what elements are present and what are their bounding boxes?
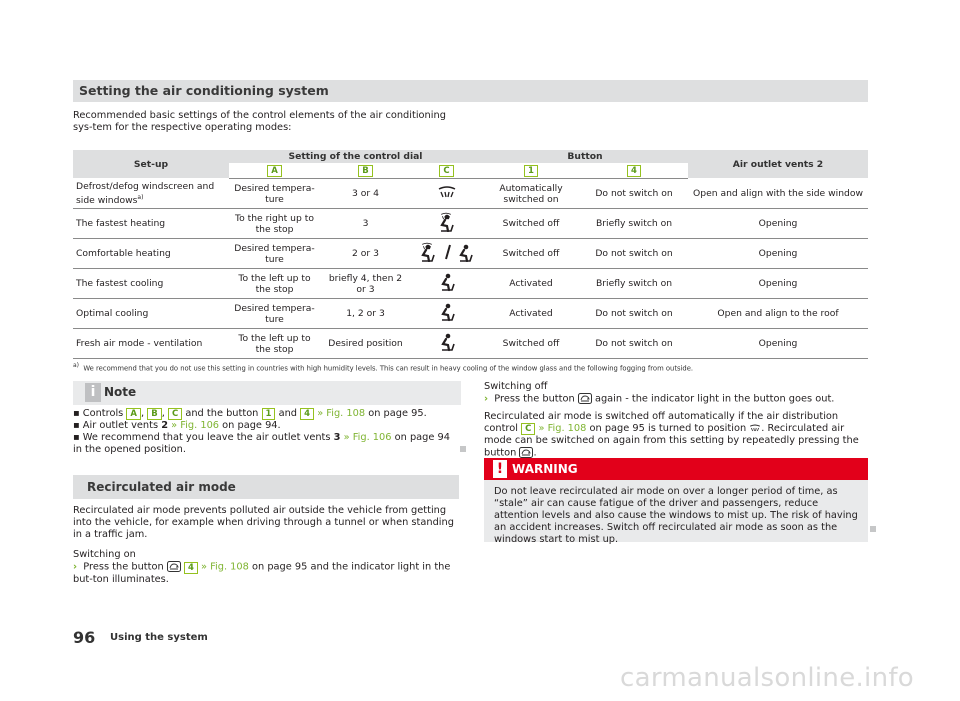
- auto-off-text: Recirculated air mode is switched off automatically if the air distribution control C » Fig. 108 on page 95 is turned to position . Recirculated air mode can be switched on again from this setting by repeatedly pressing the button .: [484, 410, 859, 458]
- row-setup: The fastest cooling: [73, 269, 229, 299]
- switching-off-step: › Press the button again - the indicator light in the button goes out.: [484, 393, 835, 405]
- switching-on-step: › Press the button 4 » Fig. 108 on page 95 and the indicator light in the but-ton illuminates.: [73, 561, 451, 585]
- table-row: [73, 299, 868, 329]
- settings-table: [73, 150, 868, 359]
- page-section: Using the system: [110, 632, 208, 643]
- table-footnote: a) We recommend that you do not use this setting in countries with high humidity levels. This can result in heavy cooling of the window glass and the following fogging from outside.: [73, 362, 694, 373]
- warning-title: WARNING: [512, 462, 578, 476]
- row-setup: Optimal cooling: [73, 299, 229, 329]
- sub-b: B: [320, 164, 411, 179]
- section-title-bar: [73, 80, 868, 102]
- row-button-4: Do not switch on: [580, 179, 688, 209]
- sub-c: C: [411, 164, 482, 179]
- row-button-4: Do not switch on: [580, 239, 688, 269]
- row-c: [411, 209, 482, 239]
- table-row: [73, 269, 868, 299]
- feet-windscreen-or-body-feet-icon: [417, 242, 477, 262]
- page-number: 96: [73, 628, 96, 647]
- fig-106-link[interactable]: » Fig. 106: [171, 420, 220, 431]
- row-button-1: Switched off: [482, 329, 580, 359]
- row-vents: Opening: [688, 329, 868, 359]
- note-title: Note: [104, 385, 137, 399]
- switching-off: [484, 381, 868, 459]
- recirc-title: Recirculated air mode: [87, 480, 236, 494]
- recirc-title-bar: [73, 475, 459, 499]
- row-setup: The fastest heating: [73, 209, 229, 239]
- upper-body-icon: [437, 302, 457, 322]
- sub-4: 4: [580, 164, 688, 179]
- note-bullet: ▪ Air outlet vents 2 » Fig. 106 on page 94.: [73, 420, 281, 431]
- row-b: 3 or 4: [320, 179, 411, 209]
- fig-108-link[interactable]: » Fig. 108: [538, 422, 587, 434]
- info-icon: i: [85, 383, 101, 402]
- row-a: Desired tempera-ture: [229, 239, 320, 269]
- row-button-4: Do not switch on: [580, 299, 688, 329]
- switching-on: [73, 549, 461, 586]
- intro-text: Recommended basic settings of the control elements of the air conditioning sys-tem for the respective operating modes:: [73, 110, 446, 133]
- row-b: 2 or 3: [320, 239, 411, 269]
- fig-106-link[interactable]: » Fig. 106: [343, 432, 392, 443]
- section-title: Setting the air conditioning system: [79, 83, 329, 98]
- table-row: [73, 209, 868, 239]
- row-c: [411, 299, 482, 329]
- windscreen-defrost-icon: [749, 423, 761, 433]
- row-a: To the left up to the stop: [229, 269, 320, 299]
- row-button-1: Activated: [482, 299, 580, 329]
- row-a: Desired tempera-ture: [229, 179, 320, 209]
- row-button-1: Automatically switched on: [482, 179, 580, 209]
- row-setup: Fresh air mode - ventilation: [73, 329, 229, 359]
- switching-on-heading: Switching on: [73, 549, 136, 560]
- row-vents: Open and align to the roof: [688, 299, 868, 329]
- row-button-4: Briefly switch on: [580, 209, 688, 239]
- row-c: [411, 239, 482, 269]
- row-vents: Open and align with the side window: [688, 179, 868, 209]
- row-vents: Opening: [688, 239, 868, 269]
- row-button-4: Do not switch on: [580, 329, 688, 359]
- note-bullet: ▪ We recommend that you leave the air outlet vents 3 » Fig. 106 on page 94 in the opened position.: [73, 432, 450, 455]
- warning-icon: !: [493, 460, 507, 478]
- row-b: Desired position: [320, 329, 411, 359]
- upper-body-icon: [437, 272, 457, 292]
- sub-a: A: [229, 164, 320, 179]
- watermark: carmanualsonline.info: [620, 663, 915, 693]
- row-button-1: Switched off: [482, 239, 580, 269]
- row-b: briefly 4, then 2 or 3: [320, 269, 411, 299]
- header-dial: Setting of the control dial: [229, 150, 482, 164]
- table-header-row: [73, 150, 868, 164]
- note-header: [73, 381, 461, 405]
- row-vents: Opening: [688, 209, 868, 239]
- row-a: Desired tempera-ture: [229, 299, 320, 329]
- sub-1: 1: [482, 164, 580, 179]
- row-button-1: Switched off: [482, 209, 580, 239]
- note-body: [73, 408, 461, 456]
- recirc-body: Recirculated air mode prevents polluted air outside the vehicle from getting into the vehicle, for example when driving through a tunnel or when standing in a traffic jam.: [73, 505, 454, 540]
- header-setup: Set-up: [73, 150, 229, 179]
- recirc-button-icon: [578, 393, 592, 404]
- row-a: To the left up to the stop: [229, 329, 320, 359]
- table-row: [73, 179, 868, 209]
- row-c: [411, 179, 482, 209]
- note-bullet: ▪ Controls A , B , C and the button 1 and 4 » Fig. 108 on page 95.: [73, 408, 427, 419]
- row-c: [411, 329, 482, 359]
- feet-and-windscreen-icon: [436, 212, 458, 232]
- row-b: 1, 2 or 3: [320, 299, 411, 329]
- switching-off-heading: Switching off: [484, 381, 548, 392]
- recirc-button-icon: [519, 447, 533, 458]
- row-setup: Comfortable heating: [73, 239, 229, 269]
- header-button: Button: [482, 150, 688, 164]
- row-a: To the right up to the stop: [229, 209, 320, 239]
- row-button-4: Briefly switch on: [580, 269, 688, 299]
- end-marker: [870, 526, 876, 532]
- row-vents: Opening: [688, 269, 868, 299]
- upper-body-icon: [437, 332, 457, 352]
- row-b: 3: [320, 209, 411, 239]
- fig-108-link[interactable]: » Fig. 108: [317, 408, 366, 419]
- table-row: [73, 329, 868, 359]
- fig-108-link[interactable]: » Fig. 108: [200, 561, 249, 573]
- header-vents: Air outlet vents 2: [688, 150, 868, 179]
- warning-body: [484, 480, 868, 545]
- row-c: [411, 269, 482, 299]
- row-button-1: Activated: [482, 269, 580, 299]
- end-marker: [460, 446, 466, 452]
- row-setup: Defrost/defog windscreen and side windows$^{a)}$: [73, 179, 229, 209]
- table-row: [73, 239, 868, 269]
- windscreen-defrost-icon: [437, 185, 457, 199]
- recirc-button-icon: [167, 561, 181, 572]
- warning-text: Do not leave recirculated air mode on over a longer period of time, as “stale” air can cause fatigue of the driver and passengers, reduce attention levels and also cause the windows to mist up. The risk of having an accident increases. Switch off recirculated air mode as soon as the windows start to mist up.: [494, 486, 858, 545]
- warning-header: [484, 458, 868, 480]
